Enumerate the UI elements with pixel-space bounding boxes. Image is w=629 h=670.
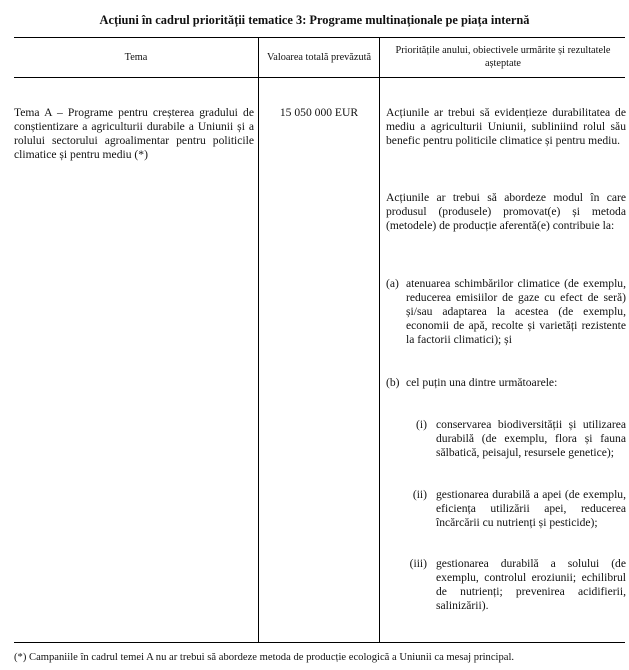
header-valoare: Valoarea totală prevăzută: [266, 52, 372, 63]
cell-valoare: 15 050 000 EUR: [279, 106, 359, 119]
list-item-text: cel puțin una dintre următoarele:: [406, 376, 558, 389]
header-tema: Tema: [124, 52, 148, 63]
table-header-divider: [14, 77, 625, 78]
list-marker: (b): [386, 376, 400, 389]
column-divider: [258, 37, 259, 642]
sub-item-iii: [404, 557, 626, 613]
list-item-b: [386, 376, 626, 390]
footnote: (*) Campaniile în cadrul temei A nu ar trebui să abordeze metoda de producție ecologică a Uniunii ca mesaj principal.: [14, 652, 515, 663]
table-bottom-border: [14, 642, 625, 643]
header-prioritati: Prioritățile anului, obiectivele urmărite și rezultatele așteptate: [395, 45, 611, 69]
column-divider: [379, 37, 380, 642]
list-marker: (a): [386, 277, 399, 290]
table-top-border: [14, 37, 625, 38]
list-marker: (iii): [409, 557, 427, 570]
list-marker: (ii): [412, 488, 427, 501]
paragraph-2: Acțiunile ar trebui să abordeze modul în care produsul (produsele) promovat(e) și metoda (metodele) de producție aferentă(e) contribuie la:: [386, 191, 626, 232]
list-item-text: gestionarea durabilă a apei (de exemplu, eficiența utilizării apei, reducerea încărcării cu nutrienți și pesticide);: [436, 488, 626, 529]
list-item-text: atenuarea schimbărilor climatice (de exemplu, reducerea emisiilor de gaze cu efect de seră) și/sau adaptarea la acestea (de exemplu, economii de apă, recolte și varietăți rezistente la factorii climatici); și: [406, 277, 626, 346]
cell-tema: Tema A – Programe pentru creșterea gradului de conștientizare a agriculturii durabile a Uniunii și a rolului sectorului agroalimentar pentru politicile climatice și pentru mediu (*): [14, 106, 254, 161]
paragraph-1: Acțiunile ar trebui să evidențieze durabilitatea de mediu a agriculturii Uniunii, subliniind rolul său benefic pentru politicile climatice și pentru mediu.: [386, 106, 626, 147]
list-item-text: gestionarea durabilă a solului (de exemplu, controlul eroziunii; echilibrul de nutrienți; prevenirea acidifierii, salinizării).: [436, 557, 626, 612]
document-title: Acțiuni în cadrul priorității tematice 3: Programe multinaționale pe piața internă: [99, 13, 530, 27]
list-item-text: conservarea biodiversității și utilizarea durabilă (de exemplu, flora și fauna sălbatică, peisajul, resursele genetice);: [436, 418, 626, 459]
sub-item-i: [410, 418, 626, 460]
list-item-a: [386, 277, 626, 347]
list-marker: (i): [416, 418, 427, 431]
sub-item-ii: [404, 488, 626, 530]
